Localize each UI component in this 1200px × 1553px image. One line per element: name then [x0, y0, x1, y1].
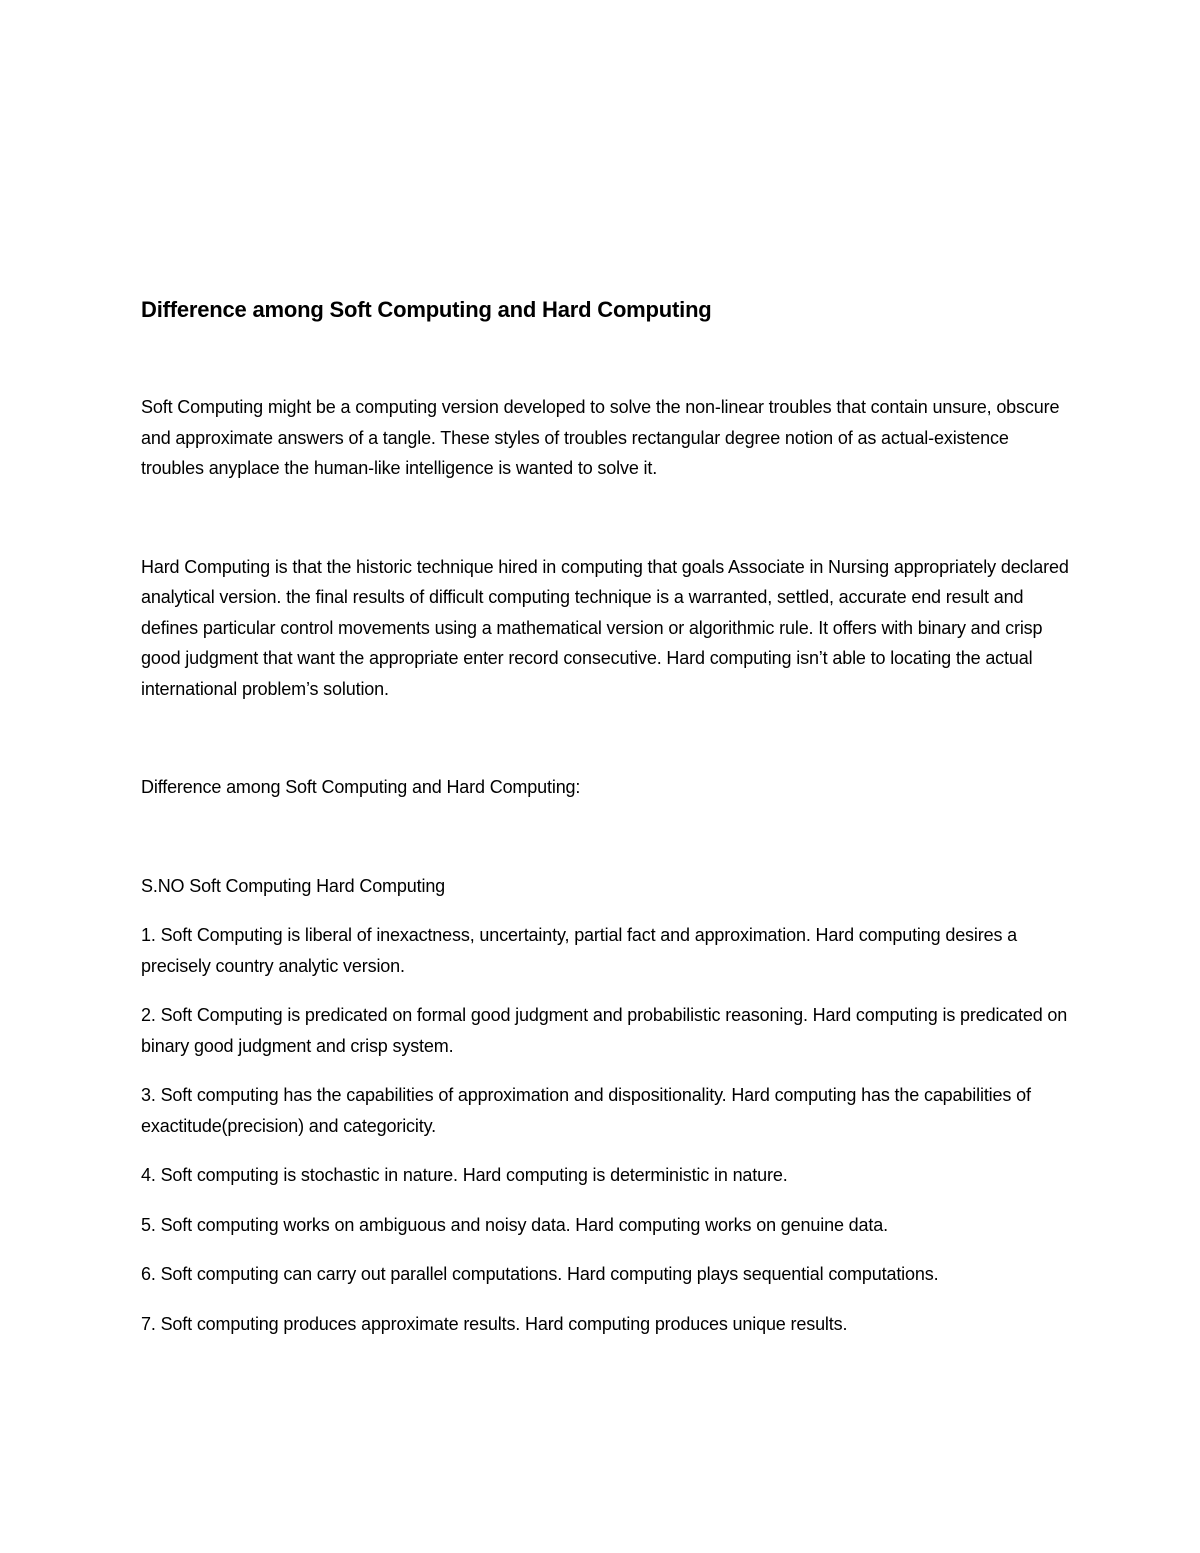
spacer	[141, 1061, 1071, 1080]
list-item: 2. Soft Computing is predicated on formal good judgment and probabilistic reasoning. Hard computing is predicated on binary good judgment and crisp system.	[141, 1005, 1068, 1056]
spacer	[141, 1290, 1071, 1309]
list-item: 3. Soft computing has the capabilities of approximation and dispositionality. Hard computing has the capabilities of exactitude(precision) and categoricity.	[141, 1085, 1031, 1136]
document-body	[141, 292, 1071, 1339]
list-item: 7. Soft computing produces approximate results. Hard computing produces unique results.	[141, 1313, 848, 1334]
spacer	[141, 1240, 1071, 1259]
difference-subheading: Difference among Soft Computing and Hard Computing:	[141, 777, 581, 797]
spacer	[141, 981, 1071, 1000]
spacer	[141, 1141, 1071, 1160]
document-title: Difference among Soft Computing and Hard Computing	[141, 297, 712, 322]
list-item: 5. Soft computing works on ambiguous and noisy data. Hard computing works on genuine data.	[141, 1214, 888, 1235]
list-item: 1. Soft Computing is liberal of inexactness, uncertainty, partial fact and approximation. Hard computing desires a precisely country analytic version.	[141, 925, 1018, 976]
spacer	[141, 901, 1071, 920]
list-item: 6. Soft computing can carry out parallel computations. Hard computing plays sequential computations.	[141, 1264, 939, 1284]
list-item: 4. Soft computing is stochastic in nature. Hard computing is deterministic in nature.	[141, 1165, 788, 1185]
spacer	[141, 1191, 1071, 1210]
spacer	[141, 704, 1071, 772]
table-header-line: S.NO Soft Computing Hard Computing	[141, 875, 446, 896]
spacer	[141, 803, 1071, 871]
soft-computing-paragraph: Soft Computing might be a computing version developed to solve the non-linear troubles that contain unsure, obscure and approximate answers of a tangle. These styles of troubles rectangular degree notion of as actual-existence troubles anyplace the human-like intelligence is wanted to solve it.	[141, 397, 1060, 478]
spacer	[141, 484, 1071, 552]
spacer	[141, 328, 1071, 392]
hard-computing-paragraph: Hard Computing is that the historic technique hired in computing that goals Associate in Nursing appropriately declared analytical version. the final results of difficult computing technique is a warranted, settled, accurate end result and defines particular control movements using a mathematical version or algorithmic rule. It offers with binary and crisp good judgment that want the appropriate enter record consecutive. Hard computing isn’t able to locating the actual international problem’s solution.	[141, 556, 1069, 699]
